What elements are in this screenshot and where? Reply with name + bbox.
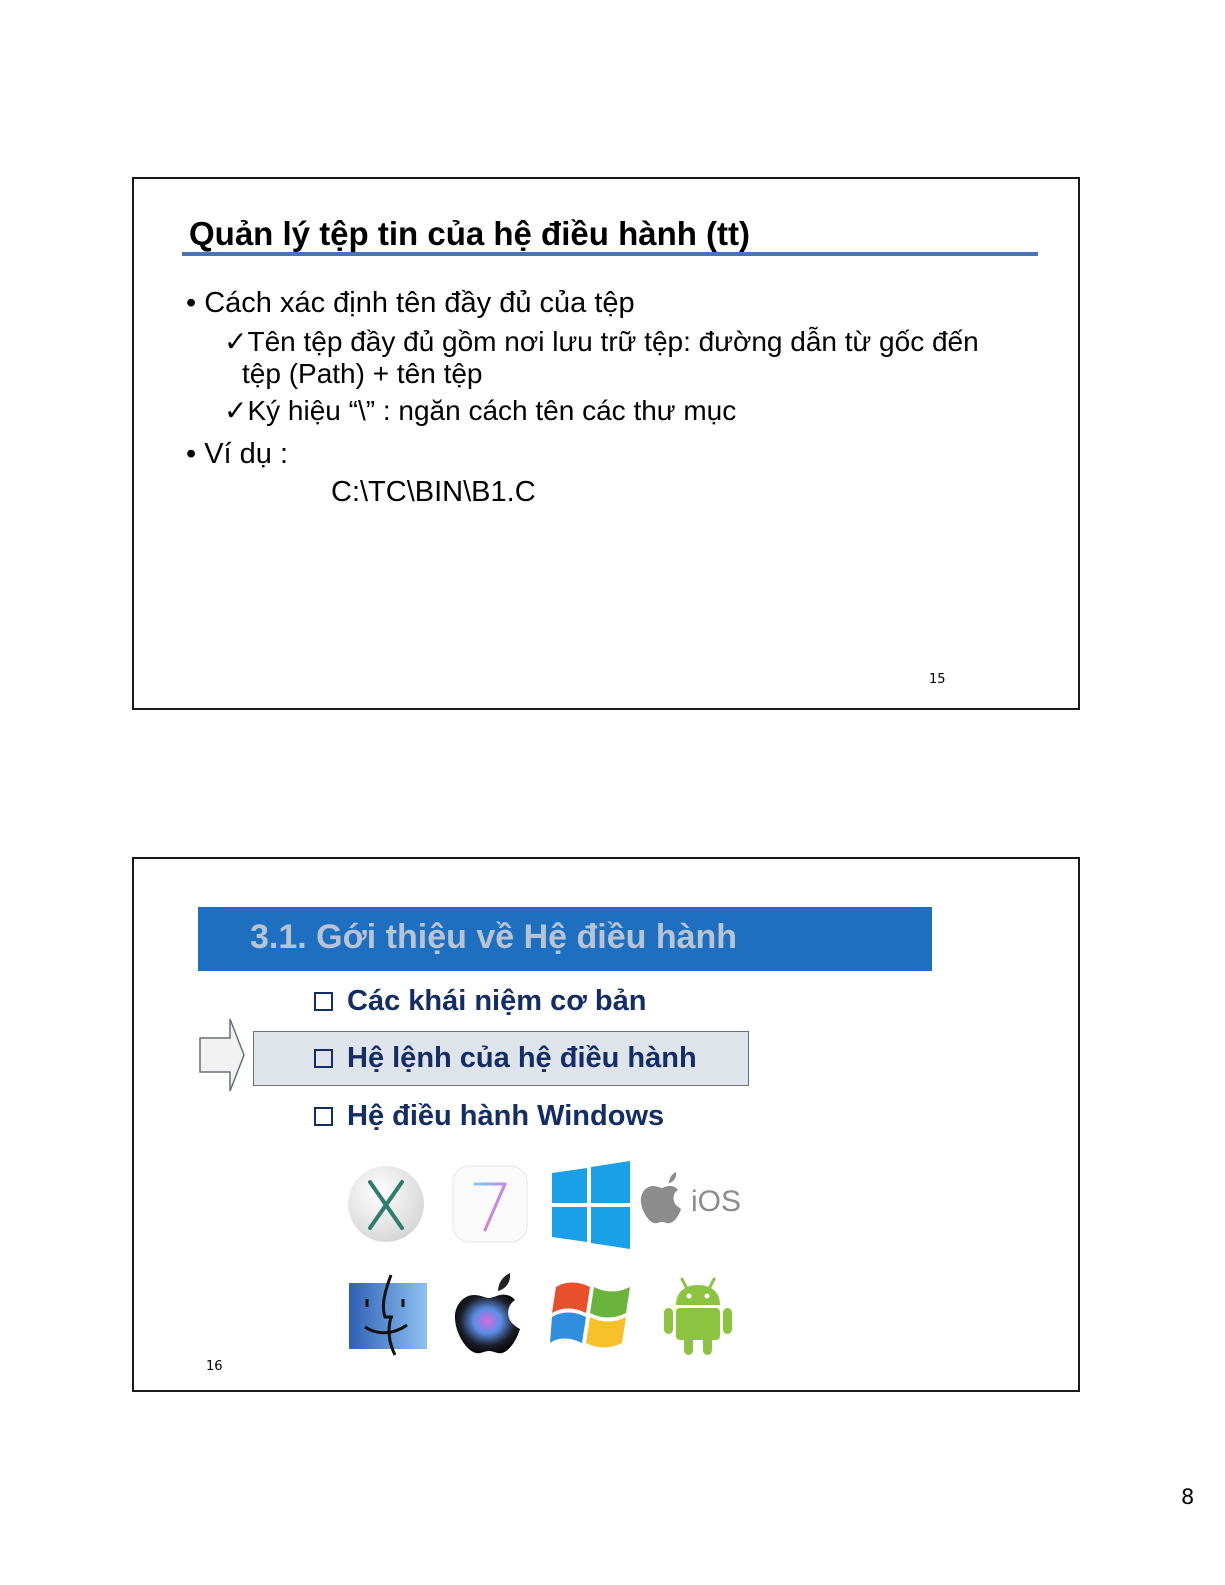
title-underline xyxy=(182,252,1038,256)
android-icon xyxy=(662,1271,734,1357)
subbullet-full-name-line1: ✓Tên tệp đầy đủ gồm nơi lưu trữ tệp: đường dẫn từ gốc đến xyxy=(224,326,979,357)
menu-item-basic-concepts xyxy=(314,985,646,1018)
slide-15 xyxy=(132,177,1080,710)
subbullet-full-name-line2: tệp (Path) + tên tệp xyxy=(242,358,483,389)
mac-os-x-icon xyxy=(346,1164,426,1244)
bullet-full-filename: • Cách xác định tên đầy đủ của tệp xyxy=(186,287,635,319)
pointer-arrow-icon xyxy=(198,1017,246,1093)
checkbox-square-icon xyxy=(314,1107,333,1126)
section-header-text: 3.1. Gới thiệu về Hệ điều hành xyxy=(250,918,738,956)
apple-logo-icon xyxy=(452,1271,528,1357)
slide-number: 16 xyxy=(206,1359,223,1374)
subbullet-separator: ✓Ký hiệu “\” : ngăn cách tên các thư mục xyxy=(224,395,737,426)
menu-item-windows xyxy=(314,1100,664,1133)
apple-ios-icon xyxy=(639,1169,741,1235)
ios7-icon xyxy=(451,1164,529,1244)
checkbox-square-icon xyxy=(314,992,333,1011)
windows8-icon xyxy=(550,1161,632,1249)
bullet-example: • Ví dụ : xyxy=(186,438,289,470)
menu-item-os-commands xyxy=(314,1042,697,1075)
page-number: 8 xyxy=(1181,1485,1195,1509)
menu-item-label: Các khái niệm cơ bản xyxy=(347,985,647,1017)
slide-16 xyxy=(132,857,1080,1392)
menu-item-label: Hệ lệnh của hệ điều hành xyxy=(347,1042,697,1074)
checkbox-square-icon xyxy=(314,1049,333,1068)
menu-item-label: Hệ điều hành Windows xyxy=(347,1100,665,1132)
windows-xp-icon xyxy=(550,1275,638,1355)
slide-title: Quản lý tệp tin của hệ điều hành (tt) xyxy=(189,215,751,252)
section-header xyxy=(198,907,932,971)
mac-finder-icon xyxy=(347,1271,429,1357)
slide-number: 15 xyxy=(929,672,946,687)
ios-label: iOS xyxy=(691,1185,741,1218)
example-path: C:\TC\BIN\B1.C xyxy=(331,476,536,508)
